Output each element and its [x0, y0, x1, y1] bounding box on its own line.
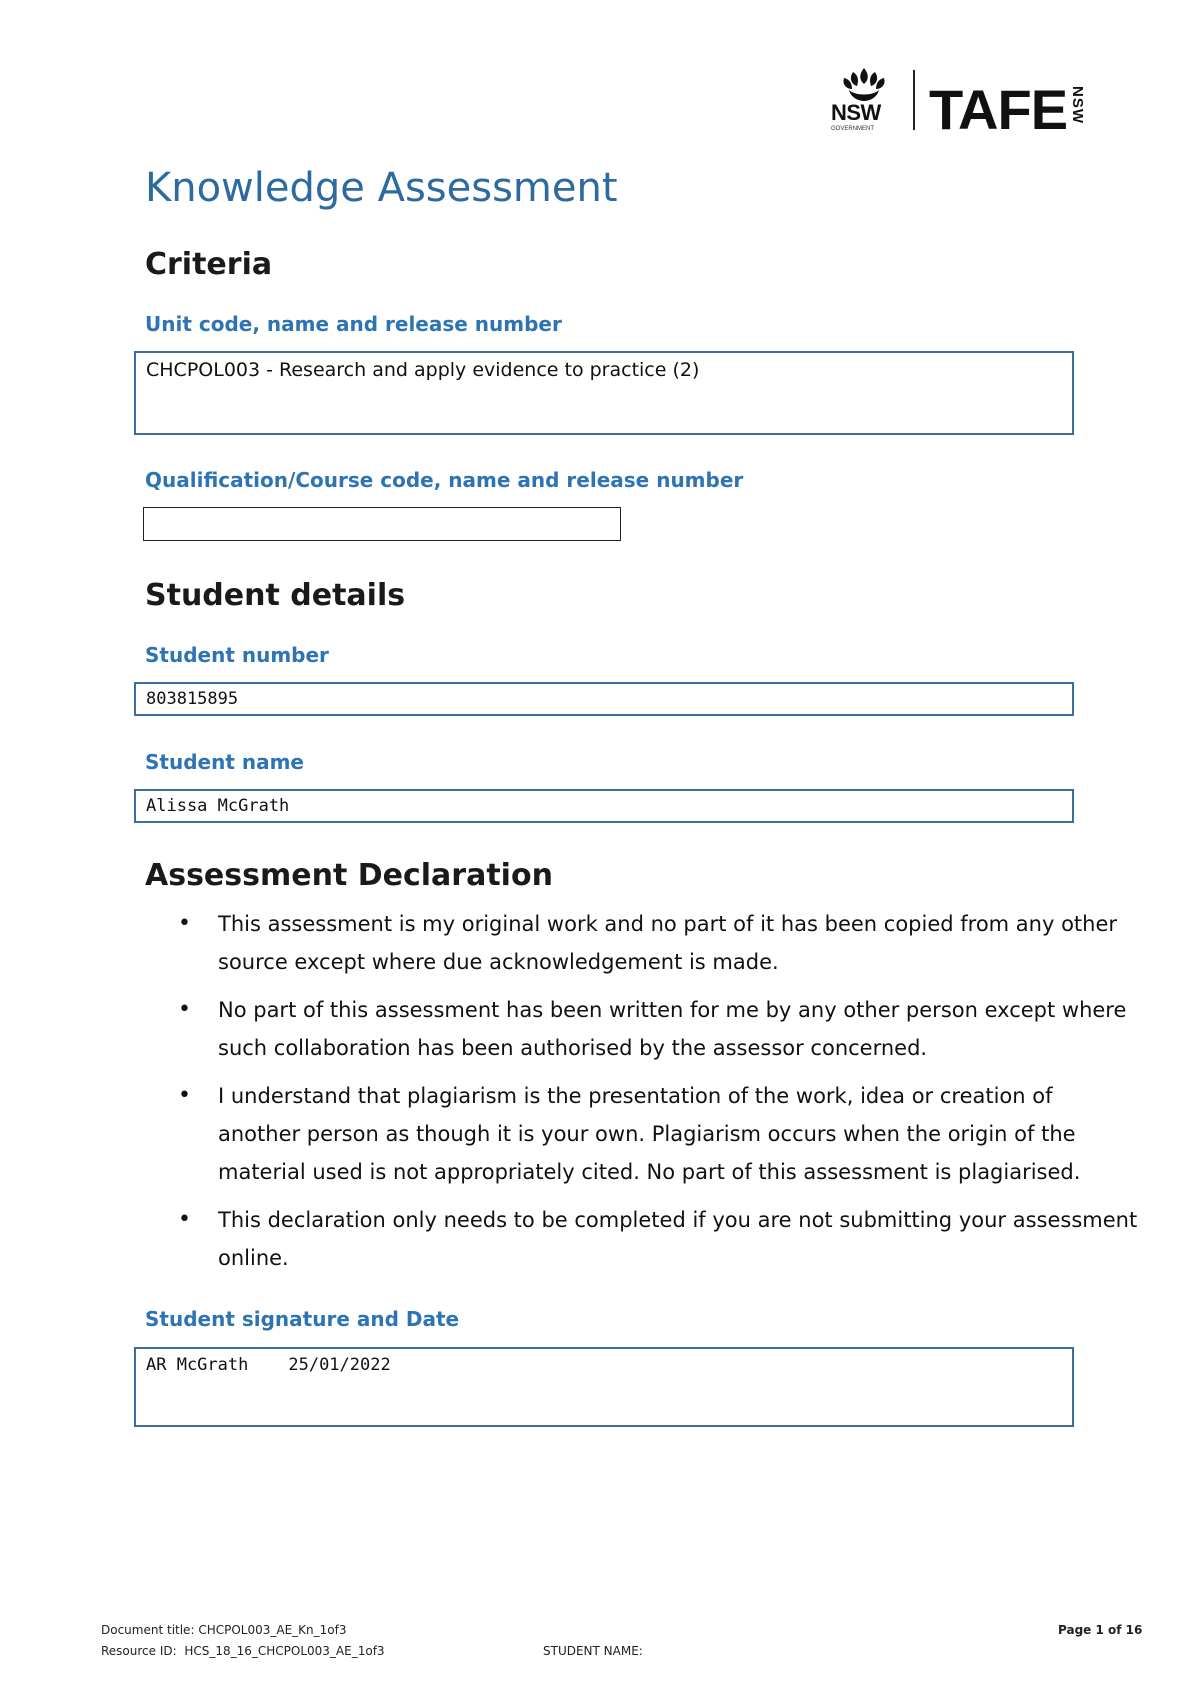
declaration-item: • This declaration only needs to be completed if you are not submitting your assessment online.	[218, 1201, 1138, 1277]
page-title: Knowledge Assessment	[145, 165, 618, 211]
declaration-list	[170, 905, 1138, 1287]
signature-date: 25/01/2022	[288, 1355, 391, 1375]
declaration-heading: Assessment Declaration	[145, 858, 553, 893]
logo-divider	[913, 70, 915, 130]
student-number-label: Student number	[145, 643, 329, 667]
declaration-item: • I understand that plagiarism is the presentation of the work, idea or creation of another person as though it is your own. Plagiarism occurs when the origin of the material used is not appropriately cited. No part of this assessment is plagiarised.	[218, 1077, 1138, 1191]
student-name-field[interactable]: Alissa McGrath	[134, 789, 1074, 823]
declaration-item: • This assessment is my original work and no part of it has been copied from any other source except where due acknowledgement is made.	[218, 905, 1138, 981]
unit-label: Unit code, name and release number	[145, 312, 562, 336]
tafe-nsw-text: NSW	[1069, 86, 1087, 124]
tafe-logo-text: TAFE	[929, 78, 1068, 141]
nsw-logo-subtext: GOVERNMENT	[831, 126, 875, 132]
student-number-field[interactable]: 803815895	[134, 682, 1074, 716]
qualification-field[interactable]	[143, 507, 621, 541]
footer-resource-label: Resource ID:	[101, 1644, 177, 1658]
signature-value: AR McGrath	[146, 1355, 249, 1375]
header-logos	[829, 64, 1097, 141]
declaration-item: • No part of this assessment has been written for me by any other person except where such collaboration has been authorised by the assessor concerned.	[218, 991, 1138, 1067]
qualification-label: Qualification/Course code, name and release number	[145, 468, 744, 492]
student-details-heading: Student details	[145, 578, 406, 613]
footer-resource-id	[101, 1644, 385, 1658]
footer-document-title	[101, 1623, 346, 1637]
student-name-label: Student name	[145, 750, 304, 774]
footer-resource-value: HCS_18_16_CHCPOL003_AE_1of3	[184, 1644, 385, 1658]
footer-student-name-label: STUDENT NAME:	[543, 1644, 643, 1658]
unit-field[interactable]: CHCPOL003 - Research and apply evidence to practice (2)	[134, 351, 1074, 435]
footer-page-number: Page 1 of 16	[1058, 1623, 1143, 1637]
signature-field[interactable]	[134, 1347, 1074, 1427]
footer-doc-title-label: Document title:	[101, 1623, 195, 1637]
criteria-heading: Criteria	[145, 247, 273, 282]
footer-doc-title-value: CHCPOL003_AE_Kn_1of3	[198, 1623, 347, 1637]
nsw-logo-text: NSW	[831, 100, 881, 125]
nsw-government-logo	[829, 64, 899, 136]
signature-label: Student signature and Date	[145, 1307, 460, 1331]
